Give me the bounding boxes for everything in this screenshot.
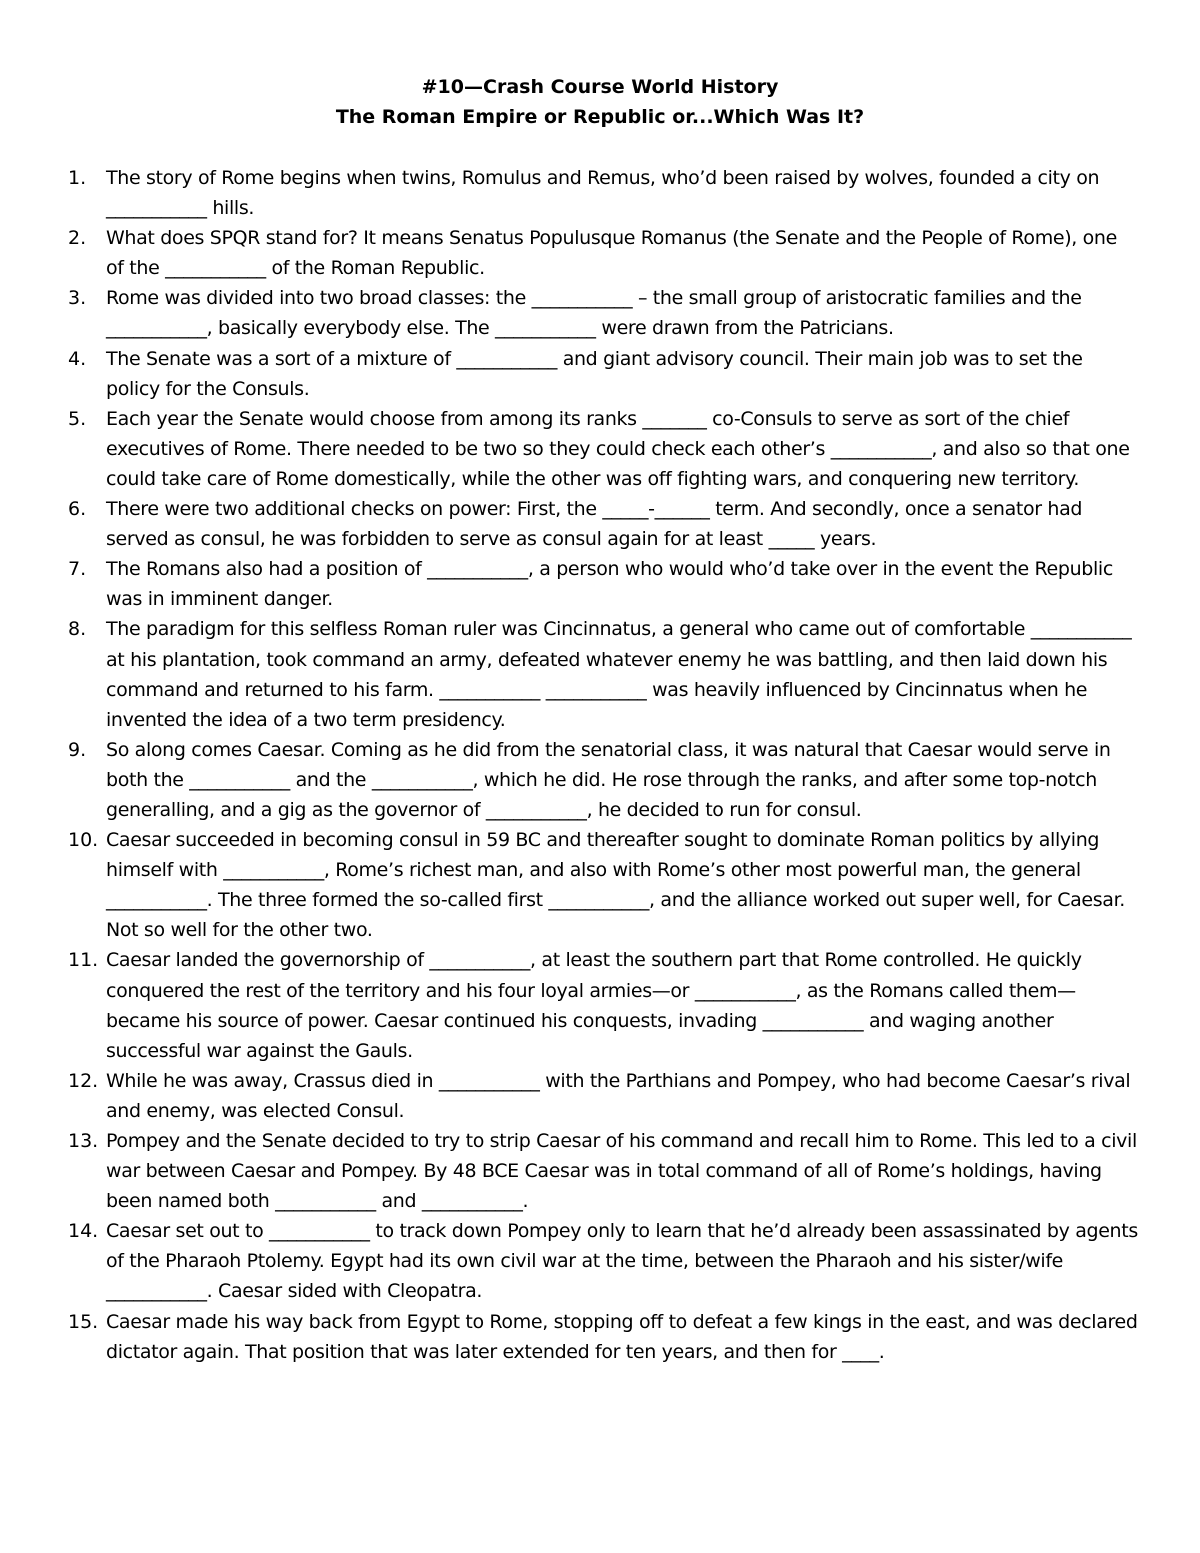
question-text: The paradigm for this selfless Roman ruler was Cincinnatus, a general who came out of comfortable ___________ at his plantation, took command an army, defeated whatever enemy he was battling, and then laid down his command and returned to his farm. ___________ ___________ was heavily influenced by Cincinnatus when he invented the idea of a two term presidency. [106,618,1132,731]
question-number: 10. [68,829,99,852]
question-number: 4. [68,347,87,370]
question-item [68,614,1138,734]
question-number: 7. [68,558,87,581]
question-text: Rome was divided into two broad classes: the ___________ – the small group of aristocratic families and the ___________, basically everybody else. The ___________ were drawn from the Patricians. [106,287,1082,340]
question-text: Each year the Senate would choose from among its ranks _______ co-Consuls to serve as sort of the chief executives of Rome. There needed to be two so they could check each other’s ___________, and also so that one could take care of Rome domestically, while the other was off fighting wars, and conquering new territory. [106,407,1130,490]
worksheet-subtitle: The Roman Empire or Republic or...Which Was It? [335,106,865,128]
question-item [68,494,1138,554]
question-item [68,1307,1138,1367]
question-number: 1. [68,167,87,189]
question-item [68,344,1138,404]
question-number: 3. [68,287,87,310]
question-text: There were two additional checks on power: First, the _____-______ term. And secondly, once a senator had served as consul, he was forbidden to serve as consul again for at least _____ years. [106,498,1083,551]
question-number: 12. [68,1069,99,1092]
question-text: So along comes Caesar. Coming as he did from the senatorial class, it was natural that Caesar would serve in both the ___________ and the ___________, which he did. He rose through the ranks, and after some top-notch generalling, and a gig as the governor of ___________, he decided to run for consul. [106,738,1111,821]
question-text: While he was away, Crassus died in ___________ with the Parthians and Pompey, who had become Caesar’s rival and enemy, was elected Consul. [106,1069,1131,1122]
question-number: 15. [68,1310,99,1333]
worksheet-header [0,72,1200,132]
question-text: Pompey and the Senate decided to try to strip Caesar of his command and recall him to Rome. This led to a civil war between Caesar and Pompey. By 48 BCE Caesar was in total command of all of Rome’s holdings, having been named both ___________ and ___________. [106,1130,1137,1213]
question-number: 8. [68,618,87,641]
question-text: Caesar landed the governorship of ___________, at least the southern part that Rome controlled. He quickly conquered the rest of the territory and his four loyal armies—or ___________, as the Romans called them—became his source of power. Caesar continued his conquests, invading ___________ and waging another successful war against the Gauls. [106,949,1082,1062]
question-number: 11. [68,949,99,972]
question-number: 13. [68,1130,99,1152]
question-text: Caesar set out to ___________ to track down Pompey only to learn that he’d already been assassinated by agents of the Pharaoh Ptolemy. Egypt had its own civil war at the time, between the Pharaoh and his sister/wife ___________. Caesar sided with Cleopatra. [106,1220,1138,1303]
question-item [68,825,1138,945]
question-item [68,404,1138,494]
question-text: The story of Rome begins when twins, Romulus and Remus, who’d been raised by wolves, founded a city on ___________ hills. [106,167,1100,220]
question-list [68,163,1138,1367]
question-number: 5. [68,407,87,430]
question-item [68,945,1138,1065]
question-number: 6. [68,498,87,521]
question-text: Caesar made his way back from Egypt to Rome, stopping off to defeat a few kings in the east, and was declared dictator again. That position that was later extended for ten years, and then for ____. [106,1310,1138,1363]
question-text: The Romans also had a position of ___________, a person who would who’d take over in the event the Republic was in imminent danger. [106,558,1113,611]
question-number: 2. [68,227,87,250]
question-number: 9. [68,738,87,761]
question-item [68,1126,1138,1216]
question-item [68,223,1138,283]
question-item [68,163,1138,223]
question-number: 14. [68,1220,99,1243]
question-text: The Senate was a sort of a mixture of ___________ and giant advisory council. Their main job was to set the policy for the Consuls. [106,347,1083,400]
question-item [68,1066,1138,1126]
question-item [68,283,1138,343]
question-item [68,1216,1138,1306]
question-item [68,735,1138,825]
question-text: Caesar succeeded in becoming consul in 59 BC and thereafter sought to dominate Roman politics by allying himself with ___________, Rome’s richest man, and also with Rome’s other most powerful man, the general ___________. The three formed the so-called first ___________, and the alliance worked out super well, for Caesar. Not so well for the other two. [106,829,1125,942]
question-item [68,554,1138,614]
worksheet-title: #10—Crash Course World History [421,76,779,98]
question-text: What does SPQR stand for? It means Senatus Populusque Romanus (the Senate and the People of Rome), one of the ___________ of the Roman Republic. [106,227,1117,280]
